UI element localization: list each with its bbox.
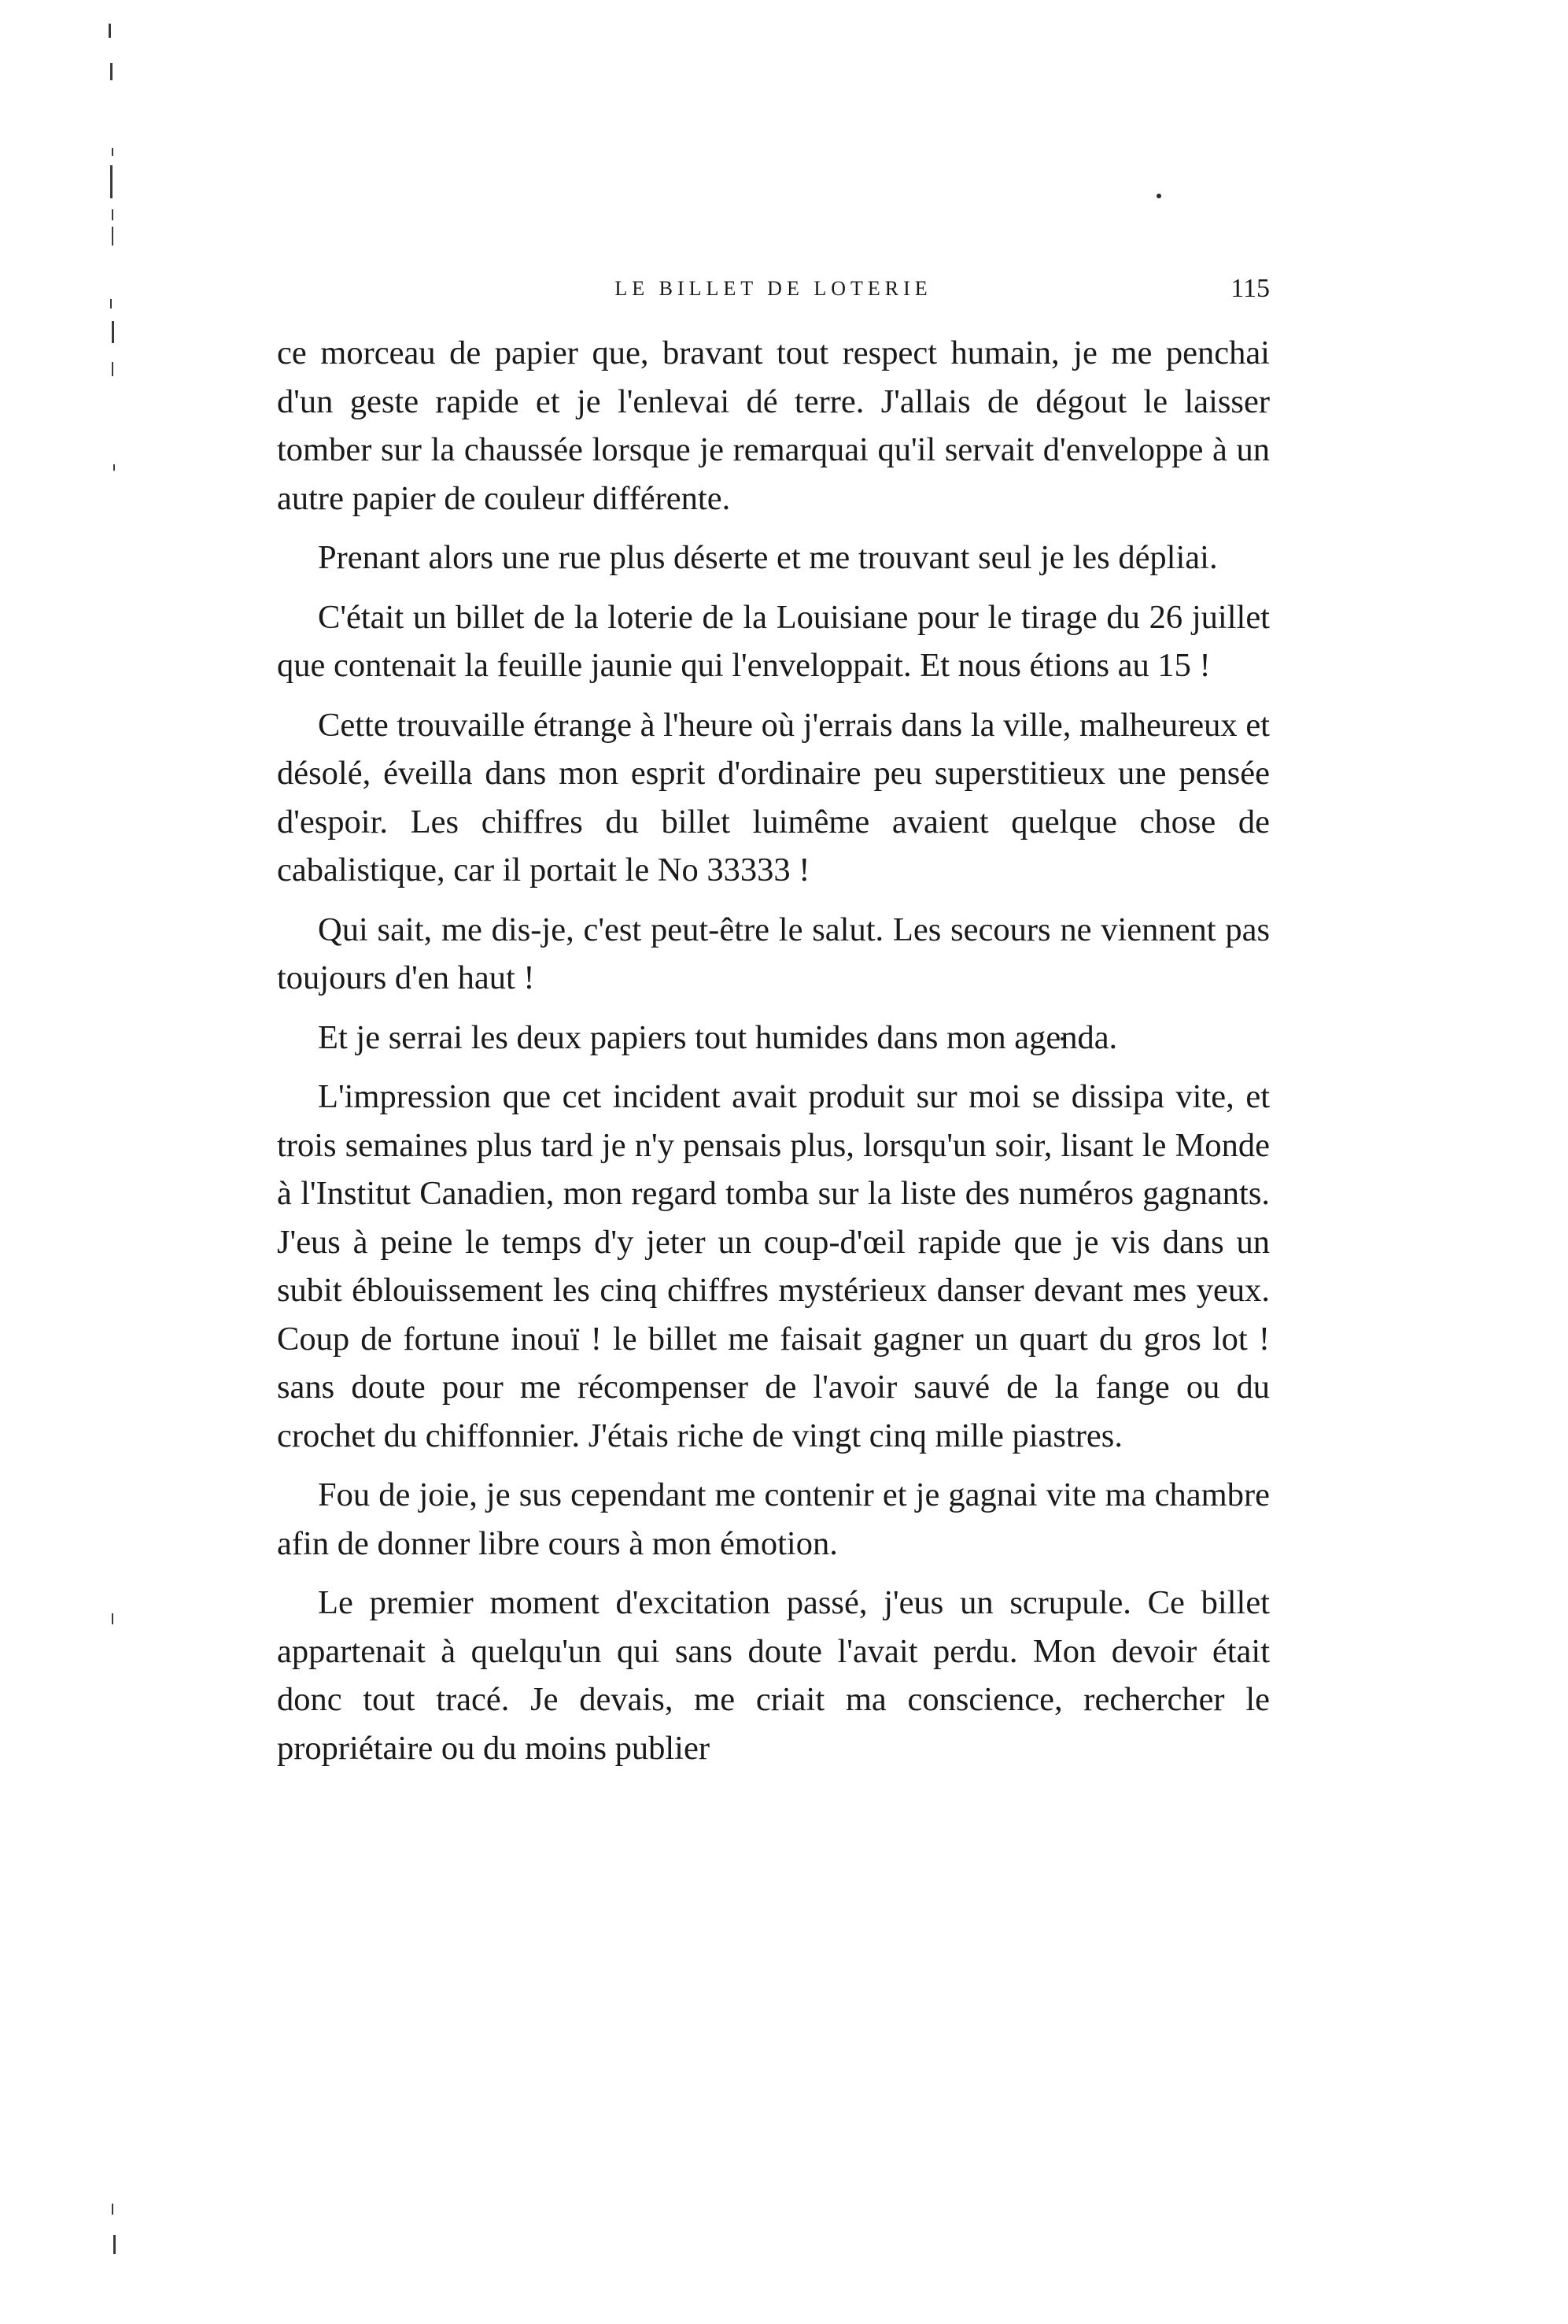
paragraph: L'impression que cet incident avait produit sur moi se dissipa vite, et trois semaines plus tard je n'y pensais plus, lorsqu'un soir, lisant le Monde à l'Institut Canadien, mon regard tomba sur la liste des numéros gagnants. J'eus à peine le temps d'y jeter un coup-d'œil rapide que je vis dans un subit éblouissement les cinq chiffres mystérieux danser devant mes yeux. Coup de fortune inouï ! le billet me faisait gagner un quart du gros lot ! sans doute pour me récompenser de l'avoir sauvé de la fange ou du crochet du chiffonnier. J'étais riche de vingt cinq mille piastres.: [277, 1078, 1270, 1454]
scan-mark: [109, 24, 111, 38]
scan-mark: [110, 165, 113, 198]
scan-mark: [112, 227, 113, 246]
running-head: [277, 270, 1270, 308]
scan-mark: [113, 464, 115, 471]
scan-mark: [112, 1613, 113, 1624]
scan-mark: [112, 148, 113, 156]
paragraph: ce morceau de papier que, bravant tout respect humain, je me penchai d'un geste rapide et je l'enlevai dé terre. J'allais de dégout le laisser tomber sur la chaussée lorsque je remarquai qu'il servait d'enveloppe à un autre papier de couleur différente.: [277, 334, 1270, 517]
scan-mark: [112, 362, 113, 376]
paragraph: Le premier moment d'excitation passé, j'eus un scrupule. Ce billet appartenait à quelqu'un qui sans doute l'avait perdu. Mon devoir était donc tout tracé. Je devais, me criait ma conscience, rechercher le propriétaire ou du moins publier: [277, 1584, 1270, 1767]
paragraph: Cette trouvaille étrange à l'heure où j'errais dans la ville, malheureux et désolé, éveilla dans mon esprit d'ordinaire peu superstitieux une pensée d'espoir. Les chiffres du billet luimême avaient quelque chose de cabalistique, car il portait le No 33333 !: [277, 706, 1270, 889]
paragraph: Et je serrai les deux papiers tout humides dans mon agenda.: [318, 1018, 1118, 1056]
scan-speck: [1157, 194, 1161, 198]
running-title: LE BILLET DE LOTERIE: [614, 277, 932, 300]
paragraph: C'était un billet de la loterie de la Louisiane pour le tirage du 26 juillet que contenait la feuille jaunie qui l'enveloppait. Et nous étions au 15 !: [277, 598, 1270, 684]
scan-mark: [110, 299, 112, 309]
page-number: 115: [1230, 274, 1270, 303]
paragraph: Prenant alors une rue plus déserte et me trouvant seul je les dépliai.: [318, 539, 1218, 576]
paragraph: Fou de joie, je sus cependant me contenir et je gagnai vite ma chambre afin de donner libre cours à mon émotion.: [277, 1476, 1270, 1562]
scan-margin-marks: [101, 16, 132, 2298]
scan-mark: [112, 321, 114, 343]
scan-mark: [112, 209, 113, 220]
body-text: [277, 329, 1270, 1783]
scan-mark: [112, 2204, 113, 2215]
scan-mark: [110, 63, 113, 80]
paragraph: Qui sait, me dis-je, c'est peut-être le salut. Les secours ne viennent pas toujours d'en haut !: [277, 911, 1270, 996]
scan-mark: [113, 2235, 116, 2254]
